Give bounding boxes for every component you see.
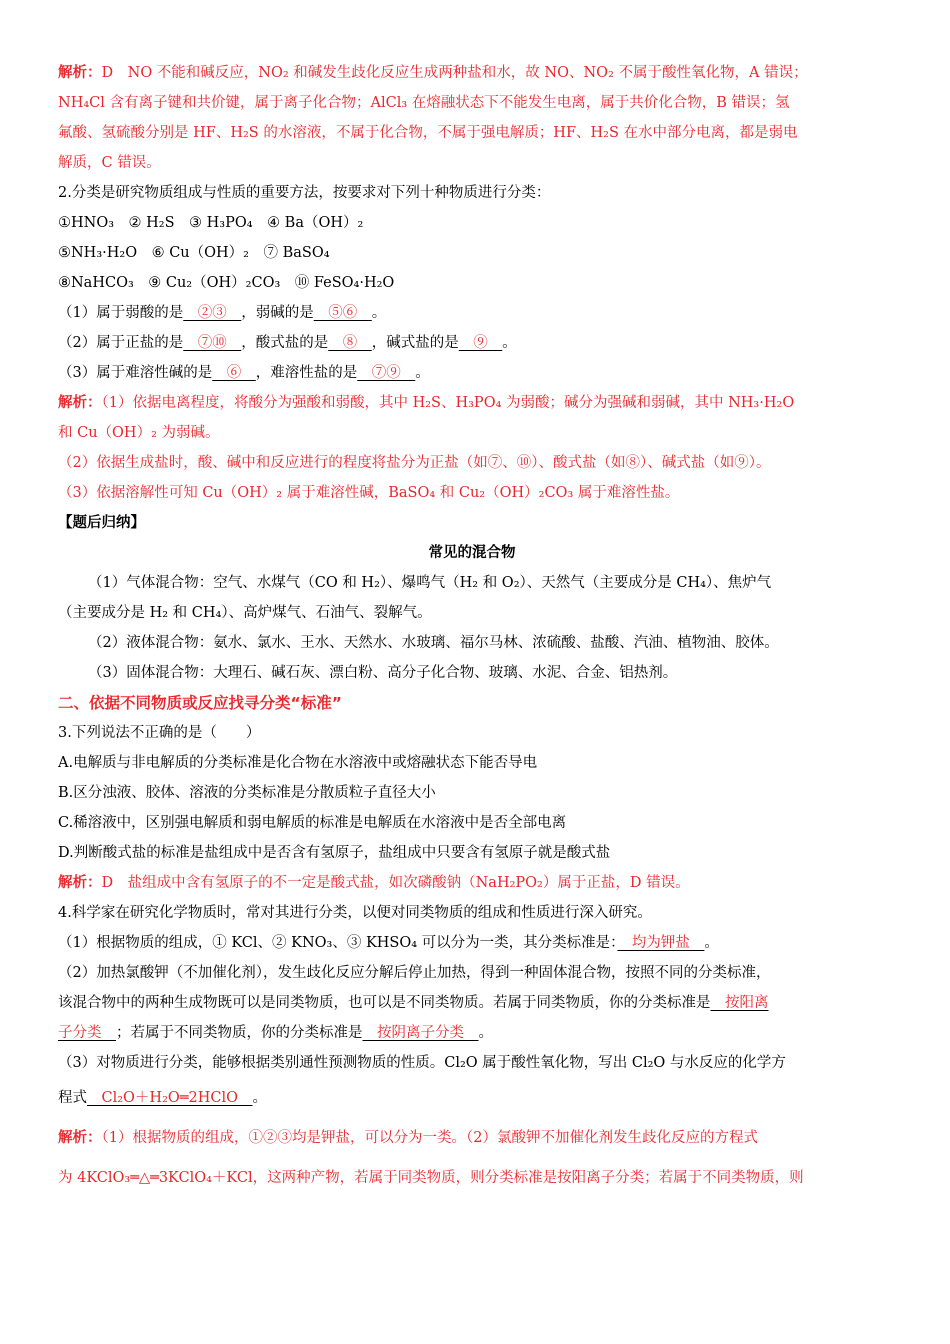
question-text: ，弱碱的是 bbox=[241, 305, 314, 321]
analysis-line bbox=[58, 58, 886, 88]
question-text: （1）属于弱酸的是 bbox=[58, 305, 184, 321]
question-4-part-3: （3）对物质进行分类，能够根据类别通性预测物质的性质。Cl₂O 属于酸性氧化物，写出 Cl₂O 与水反应的化学方 bbox=[58, 1055, 786, 1071]
answer-blank: ⑦⑨ bbox=[357, 365, 416, 381]
document-page bbox=[58, 58, 886, 1198]
question-4-stem: 4.科学家在研究化学物质时，常对其进行分类，以便对同类物质的组成和性质进行深入研究。 bbox=[58, 905, 652, 921]
answer-blank: ⑦⑩ bbox=[183, 335, 242, 351]
answer-blank: 按阴离子分类 bbox=[362, 1025, 479, 1041]
question-4-part-2-cont bbox=[58, 988, 886, 1018]
question-2-part-1 bbox=[58, 298, 886, 328]
question-text: 。 bbox=[252, 1090, 267, 1106]
analysis-line: （3）依据溶解性可知 Cu（OH）₂ 属于难溶性碱，BaSO₄ 和 Cu₂（OH）₂CO₃ 属于难溶性盐。 bbox=[58, 485, 680, 501]
question-3-stem: 3.下列说法不正确的是（ ） bbox=[58, 725, 261, 741]
analysis-line: NH₄Cl 含有离子键和共价键，属于离子化合物；AlCl₃ 在熔融状态下不能发生电离，属于共价化合物，B 错误；氢 bbox=[58, 95, 790, 111]
analysis-text: D 盐组成中含有氢原子的不一定是酸式盐，如次磷酸钠（NaH₂PO₂）属于正盐，D 错误。 bbox=[101, 875, 690, 891]
question-text: 该混合物中的两种生成物既可以是同类物质，也可以是不同类物质。若属于同类物质，你的分类标准是 bbox=[58, 995, 711, 1011]
analysis-label: 解析： bbox=[58, 64, 102, 81]
answer-blank: ⑤⑥ bbox=[313, 305, 372, 321]
question-text: （3）属于难溶性碱的是 bbox=[58, 365, 213, 381]
question-2-stem: 2.分类是研究物质组成与性质的重要方法，按要求对下列十种物质进行分类： bbox=[58, 185, 551, 201]
question-text: 。 bbox=[478, 1025, 493, 1041]
answer-blank: ②③ bbox=[183, 305, 242, 321]
option-b: B.区分浊液、胶体、溶液的分类标准是分散质粒子直径大小 bbox=[58, 785, 436, 801]
question-text: ，酸式盐的是 bbox=[241, 335, 329, 351]
answer-blank: 子分类 bbox=[58, 1025, 116, 1041]
answer-blank: ⑥ bbox=[212, 365, 256, 381]
summary-item: （2）液体混合物：氨水、氯水、王水、天然水、水玻璃、福尔马林、浓硫酸、盐酸、汽油、植物油、胶体。 bbox=[88, 635, 779, 651]
question-text: 。 bbox=[502, 335, 517, 351]
question-text: ，碱式盐的是 bbox=[371, 335, 459, 351]
summary-heading: 常见的混合物 bbox=[428, 545, 516, 561]
substance-list-row: ⑤NH₃·H₂O ⑥ Cu（OH）₂ ⑦ BaSO₄ bbox=[58, 245, 330, 261]
substance-list-row: ①HNO₃ ② H₂S ③ H₃PO₄ ④ Ba（OH）₂ bbox=[58, 215, 364, 231]
answer-blank: ⑧ bbox=[328, 335, 372, 351]
question-text: 。 bbox=[415, 365, 430, 381]
question-4-part-2: （2）加热氯酸钾（不加催化剂），发生歧化反应分解后停止加热，得到一种固体混合物，按照不同的分类标准， bbox=[58, 965, 771, 981]
analysis-text: （1）根据物质的组成，①②③均是钾盐，可以分为一类。（2）氯酸钾不加催化剂发生歧化反应的方程式 bbox=[101, 1130, 758, 1146]
analysis-line bbox=[58, 868, 886, 898]
answer-blank: 按阳离 bbox=[710, 995, 769, 1011]
section-title: 二、依据不同物质或反应找寻分类“标准” bbox=[58, 694, 342, 712]
question-2-part-3 bbox=[58, 358, 886, 388]
analysis-line: 氟酸、氢硫酸分别是 HF、H₂S 的水溶液，不属于化合物，不属于强电解质；HF、H₂S 在水中部分电离，都是弱电 bbox=[58, 125, 798, 141]
question-text: （2）属于正盐的是 bbox=[58, 335, 184, 351]
analysis-label: 解析： bbox=[58, 394, 102, 411]
question-text: 程式 bbox=[58, 1090, 87, 1106]
question-4-part-3-cont bbox=[58, 1078, 886, 1118]
summary-item: （3）固体混合物：大理石、碱石灰、漂白粉、高分子化合物、玻璃、水泥、合金、铝热剂。 bbox=[88, 665, 678, 681]
substance-list-row: ⑧NaHCO₃ ⑨ Cu₂（OH）₂CO₃ ⑩ FeSO₄·H₂O bbox=[58, 275, 395, 291]
analysis-label: 解析： bbox=[58, 1129, 102, 1146]
analysis-label: 解析： bbox=[58, 874, 102, 891]
question-text: 。 bbox=[704, 935, 719, 951]
option-a: A.电解质与非电解质的分类标准是化合物在水溶液中或熔融状态下能否导电 bbox=[58, 755, 538, 771]
analysis-line: 解质，C 错误。 bbox=[58, 155, 161, 171]
analysis-text: D NO 不能和碱反应，NO₂ 和碱发生歧化反应生成两种盐和水，故 NO、NO₂ 不属于酸性氧化物，A 错误； bbox=[101, 65, 808, 81]
question-text: （1）根据物质的组成，① KCl、② KNO₃、③ KHSO₄ 可以分为一类，其分类标准是： bbox=[58, 935, 618, 951]
summary-item: （主要成分是 H₂ 和 CH₄）、高炉煤气、石油气、裂解气。 bbox=[58, 605, 432, 621]
analysis-line: （2）依据生成盐时，酸、碱中和反应进行的程度将盐分为正盐（如⑦、⑩）、酸式盐（如⑧）、碱式盐（如⑨）。 bbox=[58, 455, 771, 471]
question-4-part-2-cont bbox=[58, 1018, 886, 1048]
analysis-line bbox=[58, 388, 886, 418]
answer-blank: ⑨ bbox=[458, 335, 503, 351]
analysis-text: （1）依据电离程度，将酸分为强酸和弱酸，其中 H₂S、H₃PO₄ 为弱酸；碱分为强碱和弱碱，其中 NH₃·H₂O bbox=[101, 395, 795, 411]
question-2-part-2 bbox=[58, 328, 886, 358]
question-text: ，难溶性盐的是 bbox=[255, 365, 358, 381]
option-d: D.判断酸式盐的标准是盐组成中是否含有氢原子，盐组成中只要含有氢原子就是酸式盐 bbox=[58, 845, 611, 861]
answer-blank: 均为钾盐 bbox=[617, 935, 705, 951]
analysis-line bbox=[58, 1118, 886, 1158]
question-text: ；若属于不同类物质，你的分类标准是 bbox=[116, 1025, 363, 1041]
answer-blank: Cl₂O＋H₂O═2HClO bbox=[87, 1090, 253, 1106]
summary-tag: 【题后归纳】 bbox=[58, 515, 145, 531]
analysis-line: 为 4KClO₃═△═3KClO₄＋KCl，这两种产物，若属于同类物质，则分类标准是按阳离子分类；若属于不同类物质，则 bbox=[58, 1170, 804, 1186]
summary-item: （1）气体混合物：空气、水煤气（CO 和 H₂）、爆鸣气（H₂ 和 O₂）、天然气（主要成分是 CH₄）、焦炉气 bbox=[88, 575, 772, 591]
question-text: 。 bbox=[371, 305, 387, 321]
option-c: C.稀溶液中，区别强电解质和弱电解质的标准是电解质在水溶液中是否全部电离 bbox=[58, 815, 567, 831]
analysis-line: 和 Cu（OH）₂ 为弱碱。 bbox=[58, 425, 220, 441]
question-4-part-1 bbox=[58, 928, 886, 958]
